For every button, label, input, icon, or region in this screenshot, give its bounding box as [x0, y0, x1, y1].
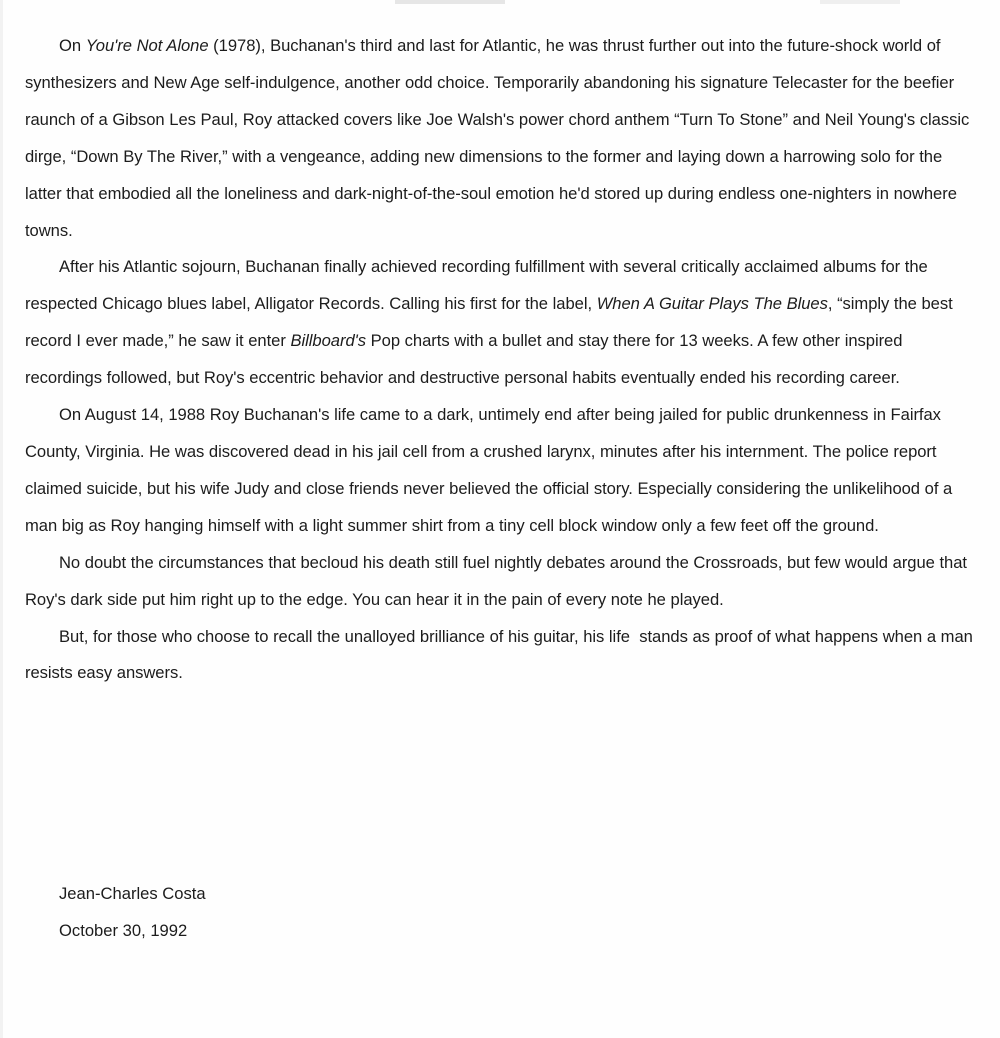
scan-edge-mark — [820, 0, 900, 4]
album-title-youre-not-alone: You're Not Alone — [85, 36, 209, 55]
paragraph — [25, 619, 978, 693]
scan-edge-mark — [395, 0, 505, 4]
paragraph-text: (1978), Buchanan's third and last for Atlantic, he was thrust further out into the future-shock world of synthesizers and New Age self-indulgence, another odd choice. Temporarily abandoning his signature Telecaster for the beefier raunch of a Gibson Les Paul, Roy attacked covers like Joe Walsh's power chord anthem “Turn To Stone” and Neil Young's classic dirge, “Down By The River,” with a vengeance, adding new dimensions to the former and laying down a harrowing solo for the latter that embodied all the loneliness and dark-night-of-the-soul emotion he'd stored up during endless one-nighters in nowhere towns. — [25, 36, 970, 240]
paragraph-text: Pop charts with a bullet and stay there for 13 weeks. A few other inspired recordings followed, but Roy's eccentric behavior and destructive personal habits eventually ended his recording career. — [25, 331, 903, 388]
paragraph — [25, 545, 973, 619]
paragraph-text: On August 14, 1988 Roy Buchanan's life came to a dark, untimely end after being jailed for public drunkenness in Fairfax County, Virginia. He was discovered dead in his jail cell from a crushed larynx, minutes after his internment. The police report claimed suicide, but his wife Judy and close friends never believed the official story. Especially considering the unlikelihood of a man big as Roy hanging himself with a light summer shirt from a tiny cell block window only a few feet off the ground. — [25, 405, 953, 535]
paragraph-text: But, for those who choose to recall the unalloyed brilliance of his guitar, his life stands as proof of what happens when a man resists easy answers. — [25, 626, 978, 683]
paragraph-text: After his Atlantic sojourn, Buchanan finally achieved recording fulfillment with several critically acclaimed albums for the respected Chicago blues label, Alligator Records. Calling his first for the label, — [25, 257, 928, 314]
paragraph-text: On — [59, 36, 86, 55]
signature-block — [59, 875, 206, 949]
signature-date: October 30, 1992 — [59, 921, 188, 940]
author-name: Jean-Charles Costa — [59, 884, 206, 903]
paragraph — [25, 397, 973, 545]
paragraph — [25, 249, 973, 397]
paragraph-text: No doubt the circumstances that becloud his death still fuel nightly debates around the Crossroads, but few would argue that Roy's dark side put him right up to the edge. You can hear it in the pain of every note he played. — [25, 552, 967, 609]
page-top-edge — [0, 0, 1000, 10]
page-left-edge — [0, 0, 3, 1038]
paragraph-text: , “simply the best record I ever made,” he saw it enter — [25, 294, 953, 351]
publication-billboard: Billboard's — [290, 331, 366, 351]
paragraph — [25, 28, 973, 249]
article-body — [25, 28, 978, 692]
album-title-when-a-guitar-plays-the-blues: When A Guitar Plays The Blues — [596, 294, 828, 314]
